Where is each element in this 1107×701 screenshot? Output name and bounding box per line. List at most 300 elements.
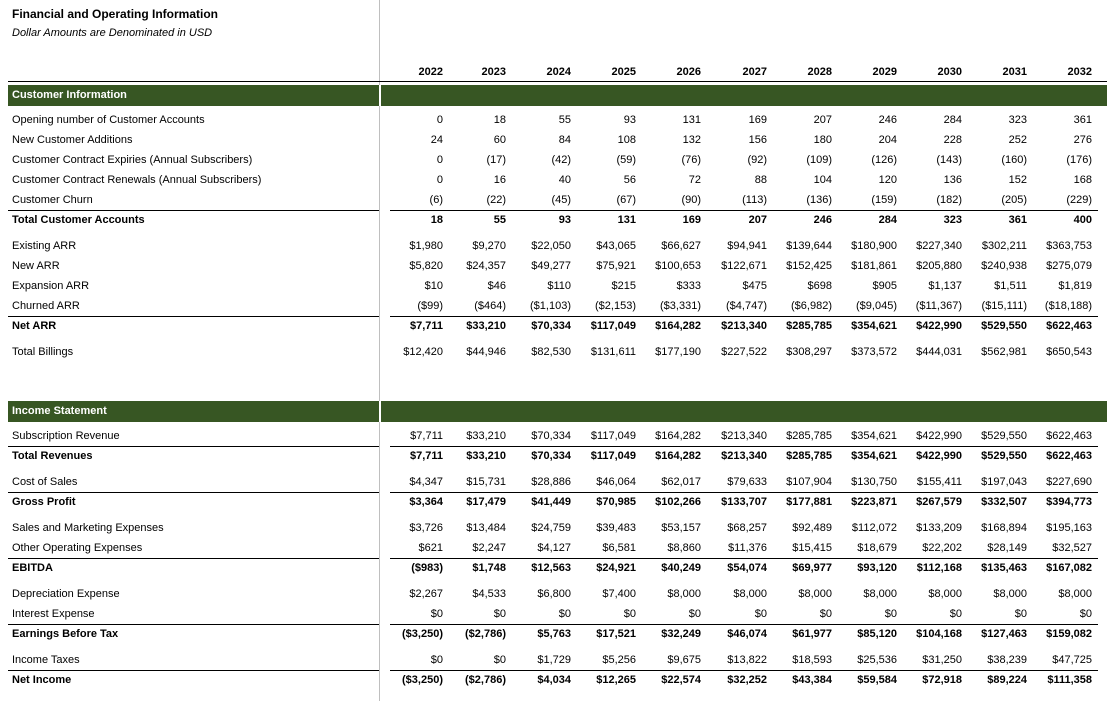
year-label: 2030: [937, 66, 962, 78]
value-cell: $905: [872, 280, 897, 292]
value-cell: $133,209: [916, 522, 962, 534]
value-cell: $47,725: [1052, 654, 1092, 666]
value-cell: (67): [616, 194, 636, 206]
value-cell: ($983): [411, 562, 443, 574]
value-cell: $0: [430, 608, 443, 620]
value-cell: 228: [943, 134, 962, 146]
subtotal-rule-right: [390, 624, 1098, 625]
value-cell: $177,881: [786, 496, 832, 508]
value-cell: $17,521: [596, 628, 636, 640]
subtotal-rule-right: [390, 316, 1098, 317]
value-cell: $41,449: [531, 496, 571, 508]
value-cell: $354,621: [851, 450, 897, 462]
value-cell: (45): [551, 194, 571, 206]
value-cell: $104,168: [916, 628, 962, 640]
value-cell: ($464): [474, 300, 506, 312]
value-cell: $46: [487, 280, 506, 292]
value-cell: $70,334: [531, 450, 571, 462]
subtotal-rule-left: [8, 670, 379, 671]
value-cell: (6): [429, 194, 443, 206]
line-item-row: [0, 150, 1107, 170]
line-item-row: [0, 538, 1107, 558]
value-cell: $28,886: [531, 476, 571, 488]
value-cell: $622,463: [1046, 450, 1092, 462]
value-cell: $3,726: [409, 522, 443, 534]
value-cell: $205,880: [916, 260, 962, 272]
section-header-income: [8, 401, 1107, 422]
value-cell: $4,127: [537, 542, 571, 554]
value-cell: 204: [878, 134, 897, 146]
value-cell: $529,550: [981, 430, 1027, 442]
value-cell: ($4,747): [726, 300, 767, 312]
total-row: [0, 624, 1107, 644]
value-cell: $22,574: [661, 674, 701, 686]
value-cell: (22): [486, 194, 506, 206]
value-cell: $8,860: [667, 542, 701, 554]
value-cell: $33,210: [466, 430, 506, 442]
value-cell: $38,239: [987, 654, 1027, 666]
value-cell: 361: [1008, 214, 1027, 226]
row-label: Net Income: [12, 674, 72, 686]
value-cell: (90): [681, 194, 701, 206]
value-cell: $195,163: [1046, 522, 1092, 534]
value-cell: $5,763: [537, 628, 571, 640]
value-cell: ($15,111): [981, 300, 1027, 312]
value-cell: $164,282: [655, 320, 701, 332]
subtotal-rule-right: [390, 670, 1098, 671]
row-label: Income Taxes: [12, 654, 80, 666]
value-cell: $240,938: [981, 260, 1027, 272]
row-label: Existing ARR: [12, 240, 77, 252]
value-cell: 55: [493, 214, 506, 226]
value-cell: $7,711: [409, 320, 443, 332]
value-cell: $135,463: [981, 562, 1027, 574]
value-cell: $622,463: [1046, 320, 1092, 332]
value-cell: $285,785: [786, 320, 832, 332]
value-cell: $285,785: [786, 450, 832, 462]
value-cell: 24: [430, 134, 443, 146]
value-cell: ($9,045): [856, 300, 897, 312]
line-item-row: [0, 256, 1107, 276]
value-cell: $127,463: [981, 628, 1027, 640]
value-cell: (143): [936, 154, 962, 166]
value-cell: 156: [748, 134, 767, 146]
row-label: Subscription Revenue: [12, 430, 120, 442]
value-cell: ($3,250): [402, 674, 443, 686]
year-label: 2026: [676, 66, 701, 78]
row-label: EBITDA: [12, 562, 53, 574]
value-cell: $308,297: [786, 346, 832, 358]
value-cell: $17,479: [466, 496, 506, 508]
row-label: New ARR: [12, 260, 60, 272]
value-cell: $82,530: [531, 346, 571, 358]
value-cell: 60: [493, 134, 506, 146]
value-cell: $215: [611, 280, 636, 292]
value-cell: $529,550: [981, 450, 1027, 462]
value-cell: 246: [878, 114, 897, 126]
value-cell: 169: [748, 114, 767, 126]
value-cell: $8,000: [1058, 588, 1092, 600]
value-cell: $18,679: [857, 542, 897, 554]
value-cell: $92,489: [792, 522, 832, 534]
value-cell: 132: [682, 134, 701, 146]
value-cell: $53,157: [661, 522, 701, 534]
value-cell: $1,511: [994, 280, 1027, 292]
value-cell: $112,072: [851, 522, 897, 534]
value-cell: 84: [558, 134, 571, 146]
value-cell: $621: [418, 542, 443, 554]
line-item-row: [0, 296, 1107, 316]
value-cell: $89,224: [987, 674, 1027, 686]
value-cell: $6,800: [537, 588, 571, 600]
value-cell: $32,252: [727, 674, 767, 686]
subtotal-rule-right: [390, 558, 1098, 559]
value-cell: $12,420: [403, 346, 443, 358]
row-label: Customer Contract Expiries (Annual Subscribers): [12, 154, 253, 166]
value-cell: ($2,153): [595, 300, 636, 312]
value-cell: $12,265: [596, 674, 636, 686]
line-item-row: [0, 190, 1107, 210]
value-cell: $373,572: [851, 346, 897, 358]
value-cell: $0: [819, 608, 832, 620]
sheet-title: Financial and Operating Information: [12, 7, 219, 21]
value-cell: $475: [742, 280, 767, 292]
value-cell: (159): [871, 194, 897, 206]
section-divider-gap: [379, 401, 381, 422]
value-cell: $70,985: [596, 496, 636, 508]
value-cell: (160): [1001, 154, 1027, 166]
subtotal-rule-left: [8, 558, 379, 559]
value-cell: $139,644: [786, 240, 832, 252]
value-cell: $422,990: [916, 430, 962, 442]
value-cell: $6,581: [602, 542, 636, 554]
row-label: Expansion ARR: [12, 280, 90, 292]
value-cell: 323: [943, 214, 962, 226]
value-cell: $7,711: [410, 430, 443, 442]
value-cell: $8,000: [863, 588, 897, 600]
value-cell: $33,210: [466, 320, 506, 332]
value-cell: $0: [1014, 608, 1027, 620]
value-cell: $0: [884, 608, 897, 620]
value-cell: $66,627: [661, 240, 701, 252]
line-item-row: [0, 584, 1107, 604]
value-cell: $33,210: [466, 450, 506, 462]
value-cell: 131: [617, 214, 636, 226]
row-label: Total Revenues: [12, 450, 93, 462]
value-cell: $46,064: [596, 476, 636, 488]
value-cell: $0: [754, 608, 767, 620]
value-cell: $22,050: [531, 240, 571, 252]
value-cell: ($1,103): [530, 300, 571, 312]
value-cell: $94,941: [727, 240, 767, 252]
value-cell: $168,894: [981, 522, 1027, 534]
row-label: Sales and Marketing Expenses: [12, 522, 164, 534]
section-title: Customer Information: [12, 89, 127, 101]
value-cell: $85,120: [857, 628, 897, 640]
value-cell: 0: [436, 174, 443, 186]
value-cell: $12,563: [531, 562, 571, 574]
value-cell: 40: [558, 174, 571, 186]
value-cell: $40,249: [661, 562, 701, 574]
value-cell: $31,250: [922, 654, 962, 666]
value-cell: $332,507: [981, 496, 1027, 508]
value-cell: $0: [558, 608, 571, 620]
total-row: [0, 316, 1107, 336]
value-cell: $102,266: [655, 496, 701, 508]
value-cell: 168: [1073, 174, 1092, 186]
value-cell: $39,483: [596, 522, 636, 534]
total-row: [0, 558, 1107, 578]
value-cell: $5,256: [602, 654, 636, 666]
value-cell: $354,621: [851, 430, 897, 442]
row-label: Churned ARR: [12, 300, 80, 312]
line-item-row: [0, 472, 1107, 492]
year-label: 2024: [546, 66, 571, 78]
value-cell: $18,593: [792, 654, 832, 666]
value-cell: $70,334: [531, 320, 571, 332]
line-item-row: [0, 650, 1107, 670]
value-cell: $122,671: [721, 260, 767, 272]
value-cell: $227,522: [721, 346, 767, 358]
value-cell: 55: [558, 114, 571, 126]
value-cell: $197,043: [981, 476, 1027, 488]
value-cell: $0: [493, 608, 506, 620]
value-cell: $0: [623, 608, 636, 620]
value-cell: $68,257: [727, 522, 767, 534]
value-cell: $1,729: [537, 654, 571, 666]
value-cell: 323: [1008, 114, 1027, 126]
value-cell: $8,000: [798, 588, 832, 600]
value-cell: $32,527: [1052, 542, 1092, 554]
value-cell: $62,017: [661, 476, 701, 488]
value-cell: $32,249: [661, 628, 701, 640]
year-label: 2025: [611, 66, 636, 78]
value-cell: $93,120: [857, 562, 897, 574]
value-cell: $0: [688, 608, 701, 620]
value-cell: $4,034: [537, 674, 571, 686]
section-divider-gap: [379, 85, 381, 106]
sheet-subtitle: Dollar Amounts are Denominated in USD: [12, 27, 213, 39]
value-cell: $15,731: [466, 476, 506, 488]
value-cell: $133,707: [721, 496, 767, 508]
value-cell: 284: [878, 214, 897, 226]
value-cell: ($11,367): [915, 300, 962, 312]
value-cell: $24,921: [596, 562, 636, 574]
row-label: Opening number of Customer Accounts: [12, 114, 205, 126]
value-cell: $302,211: [981, 240, 1027, 252]
row-label: Customer Churn: [12, 194, 93, 206]
value-cell: 400: [1073, 214, 1092, 226]
value-cell: $117,049: [590, 320, 636, 332]
value-cell: (76): [681, 154, 701, 166]
value-cell: $25,536: [857, 654, 897, 666]
value-cell: $100,653: [655, 260, 701, 272]
value-cell: $7,711: [409, 450, 443, 462]
value-cell: $15,415: [792, 542, 832, 554]
value-cell: $72,918: [922, 674, 962, 686]
value-cell: 180: [813, 134, 832, 146]
value-cell: $363,753: [1046, 240, 1092, 252]
value-cell: $2,267: [409, 588, 443, 600]
line-item-row: [0, 236, 1107, 256]
value-cell: $333: [676, 280, 701, 292]
value-cell: (136): [806, 194, 832, 206]
year-label: 2022: [418, 66, 443, 78]
value-cell: (126): [871, 154, 897, 166]
value-cell: ($3,250): [402, 628, 443, 640]
value-cell: (205): [1001, 194, 1027, 206]
value-cell: $0: [493, 654, 506, 666]
value-cell: $529,550: [981, 320, 1027, 332]
value-cell: $267,579: [916, 496, 962, 508]
value-cell: $0: [430, 654, 443, 666]
value-cell: $61,977: [792, 628, 832, 640]
value-cell: ($2,786): [465, 628, 506, 640]
value-cell: $49,277: [531, 260, 571, 272]
value-cell: $622,463: [1046, 430, 1092, 442]
value-cell: 104: [813, 174, 832, 186]
value-cell: $354,621: [851, 320, 897, 332]
value-cell: $1,980: [409, 240, 443, 252]
value-cell: 136: [943, 174, 962, 186]
value-cell: $11,376: [728, 542, 767, 554]
value-cell: 207: [748, 214, 767, 226]
value-cell: $112,168: [916, 562, 962, 574]
value-cell: $1,748: [472, 562, 506, 574]
value-cell: $75,921: [596, 260, 636, 272]
value-cell: 93: [558, 214, 571, 226]
value-cell: (229): [1066, 194, 1092, 206]
value-cell: (113): [742, 194, 767, 206]
value-cell: $0: [949, 608, 962, 620]
total-row: [0, 446, 1107, 466]
value-cell: 246: [813, 214, 832, 226]
value-cell: 284: [943, 114, 962, 126]
value-cell: $227,340: [916, 240, 962, 252]
row-label: Earnings Before Tax: [12, 628, 119, 640]
line-item-row: [0, 170, 1107, 190]
line-item-row: [0, 518, 1107, 538]
value-cell: $69,977: [792, 562, 832, 574]
value-cell: $44,946: [466, 346, 506, 358]
value-cell: 131: [682, 114, 701, 126]
value-cell: 88: [754, 174, 767, 186]
value-cell: $285,785: [786, 430, 832, 442]
value-cell: $213,340: [721, 450, 767, 462]
value-cell: $1,819: [1058, 280, 1092, 292]
row-label: Total Customer Accounts: [12, 214, 145, 226]
value-cell: (182): [936, 194, 962, 206]
row-label: Interest Expense: [12, 608, 95, 620]
value-cell: $155,411: [916, 476, 962, 488]
value-cell: $28,149: [987, 542, 1027, 554]
value-cell: $46,074: [727, 628, 767, 640]
subtotal-rule-right: [390, 210, 1098, 211]
value-cell: $3,364: [409, 496, 443, 508]
value-cell: 0: [436, 154, 443, 166]
value-cell: $213,340: [721, 320, 767, 332]
value-cell: $422,990: [916, 450, 962, 462]
value-cell: $111,358: [1047, 674, 1092, 686]
subtotal-rule-right: [390, 492, 1098, 493]
subtotal-rule-left: [8, 492, 379, 493]
value-cell: $10: [424, 280, 443, 292]
value-cell: $422,990: [916, 320, 962, 332]
section-header-customer: [8, 85, 1107, 106]
value-cell: $79,633: [727, 476, 767, 488]
row-label: Customer Contract Renewals (Annual Subscribers): [12, 174, 262, 186]
value-cell: $164,282: [655, 450, 701, 462]
value-cell: $8,000: [667, 588, 701, 600]
value-cell: (17): [486, 154, 506, 166]
year-label: 2032: [1067, 66, 1092, 78]
value-cell: $0: [1079, 608, 1092, 620]
subtotal-rule-left: [8, 316, 379, 317]
value-cell: $7,400: [602, 588, 636, 600]
value-cell: $4,347: [409, 476, 443, 488]
line-item-row: [0, 426, 1107, 446]
value-cell: ($6,982): [791, 300, 832, 312]
value-cell: 18: [493, 114, 506, 126]
value-cell: $110: [547, 280, 571, 292]
value-cell: 72: [688, 174, 701, 186]
value-cell: 108: [617, 134, 636, 146]
value-cell: $24,357: [466, 260, 506, 272]
value-cell: $130,750: [851, 476, 897, 488]
value-cell: 207: [813, 114, 832, 126]
line-item-row: [0, 276, 1107, 296]
value-cell: (109): [806, 154, 832, 166]
year-label: 2029: [872, 66, 897, 78]
value-cell: $43,384: [792, 674, 832, 686]
row-label: Other Operating Expenses: [12, 542, 143, 554]
value-cell: 16: [493, 174, 506, 186]
line-item-row: [0, 130, 1107, 150]
value-cell: 276: [1073, 134, 1092, 146]
year-header-row: [0, 62, 1107, 81]
value-cell: $4,533: [472, 588, 506, 600]
value-cell: $117,049: [590, 430, 636, 442]
value-cell: 93: [623, 114, 636, 126]
value-cell: 120: [878, 174, 897, 186]
value-cell: $275,079: [1046, 260, 1092, 272]
value-cell: $1,137: [928, 280, 962, 292]
value-cell: $180,900: [851, 240, 897, 252]
value-cell: $43,065: [596, 240, 636, 252]
value-cell: 169: [682, 214, 701, 226]
value-cell: $698: [807, 280, 832, 292]
value-cell: $8,000: [928, 588, 962, 600]
value-cell: $650,543: [1046, 346, 1092, 358]
total-row: [0, 670, 1107, 690]
section-title: Income Statement: [12, 405, 107, 417]
value-cell: $9,675: [667, 654, 701, 666]
value-cell: $167,082: [1046, 562, 1092, 574]
value-cell: 0: [436, 114, 443, 126]
value-cell: (92): [747, 154, 767, 166]
subtotal-rule-left: [8, 446, 379, 447]
value-cell: $181,861: [851, 260, 897, 272]
value-cell: $213,340: [721, 430, 767, 442]
year-label: 2031: [1002, 66, 1027, 78]
value-cell: $8,000: [733, 588, 767, 600]
year-label: 2028: [807, 66, 832, 78]
value-cell: $562,981: [981, 346, 1027, 358]
value-cell: $59,584: [857, 674, 897, 686]
value-cell: $54,074: [727, 562, 767, 574]
value-cell: (59): [616, 154, 636, 166]
value-cell: (42): [551, 154, 571, 166]
